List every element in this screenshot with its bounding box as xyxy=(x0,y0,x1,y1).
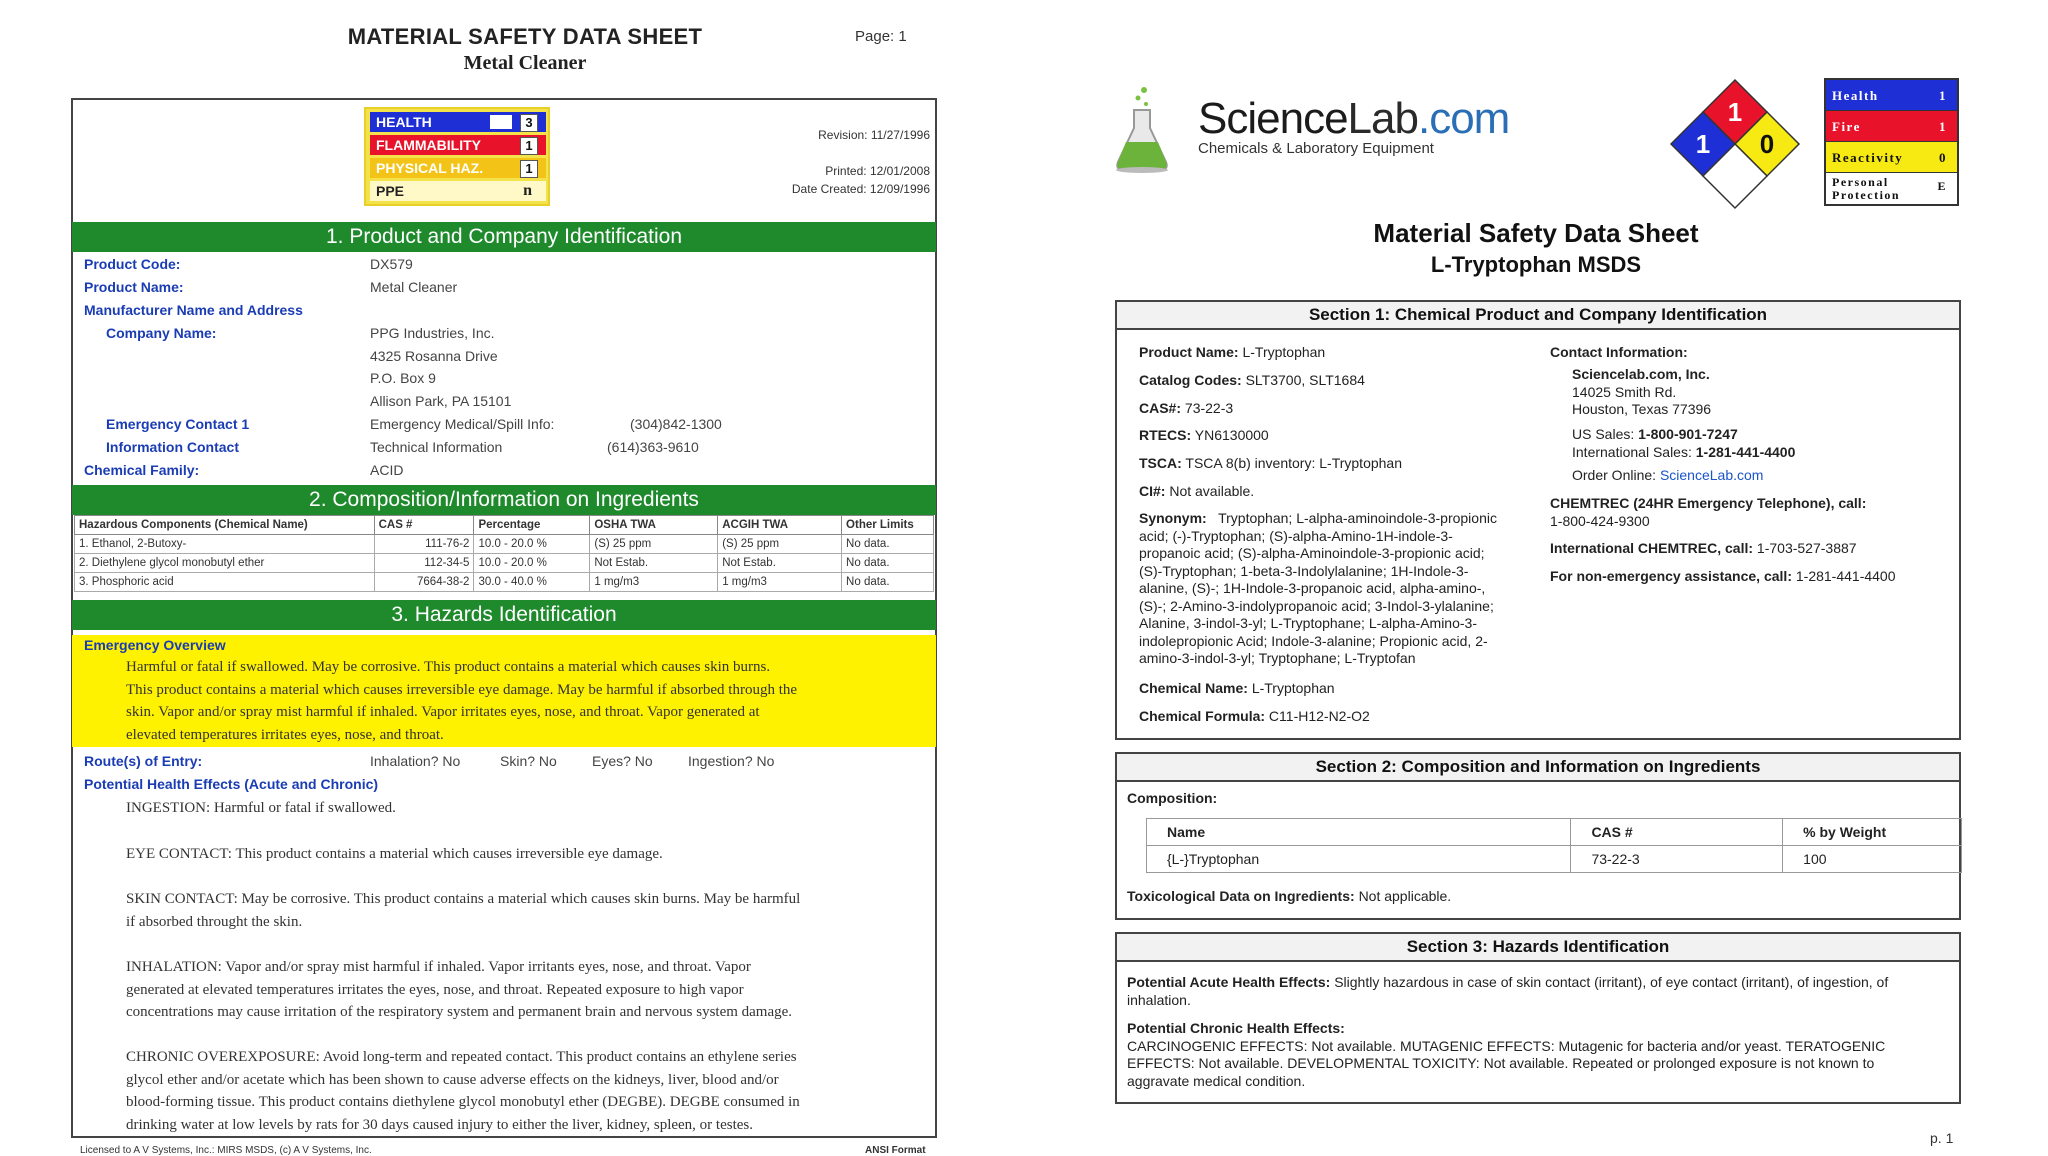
hazard-fire-label: Fire xyxy=(1832,119,1861,134)
footer-format: ANSI Format xyxy=(865,1145,926,1156)
table-cell: 100 xyxy=(1783,846,1962,873)
synonym-field xyxy=(1139,510,1529,668)
chemical-family-label: Chemical Family: xyxy=(84,462,200,478)
nfpa-health-value: 1 xyxy=(1695,129,1711,159)
field-label: Composition: xyxy=(1127,790,1218,806)
toxicological-field xyxy=(1127,888,1451,906)
right-section1 xyxy=(1115,300,1961,740)
address-line: P.O. Box 9 xyxy=(370,370,436,386)
field-label: Product Name: xyxy=(1139,344,1239,360)
text-line: (S)-; 2-Amino-3-indolypropanoic acid; 3-Indol-3-ylalanine; xyxy=(1139,597,1494,614)
address-line: 4325 Rosanna Drive xyxy=(370,348,498,364)
cas-field xyxy=(1139,400,1233,418)
table-cell: 7664-38-2 xyxy=(374,573,474,592)
section-heading: Section 2: Composition and Information on Ingredients xyxy=(1117,754,1959,782)
field-label: RTECS: xyxy=(1139,427,1192,443)
msds-subtitle: L-Tryptophan MSDS xyxy=(1430,252,1642,277)
intl-chemtrec-label: International CHEMTREC, call: xyxy=(1550,540,1754,556)
text-line: This product contains a material which causes irreversible eye damage. May be harmful if absorbed through the xyxy=(126,681,798,698)
composition-table xyxy=(1146,818,1962,873)
hmis-ppe-value: n xyxy=(523,182,532,199)
product-name: Metal Cleaner xyxy=(370,279,458,295)
table-cell: (S) 25 ppm xyxy=(718,535,842,554)
field-value: Not applicable. xyxy=(1358,888,1452,904)
chemical-formula-field xyxy=(1139,708,1370,726)
table-cell: 1 mg/m3 xyxy=(718,573,842,592)
field-value: C11-H12-N2-O2 xyxy=(1268,708,1370,724)
inhalation-text xyxy=(126,956,936,1024)
field-value: L-Tryptophan xyxy=(1242,344,1326,360)
hmis-flammability-value: 1 xyxy=(520,137,538,155)
emergency-overview-text xyxy=(126,656,934,746)
intl-sales-label: International Sales: xyxy=(1572,443,1692,460)
text-line: drinking water at low levels by rats for 30 days caused injury to either the liver, kidney, spleen, or testes. xyxy=(126,1116,754,1133)
information-desc: Technical Information xyxy=(370,439,503,455)
text-line: skin. Vapor and/or spray mist harmful if inhaled. Vapor irritates eyes, nose, and throat. Vapor generated at xyxy=(126,704,760,720)
hmis-health-label: HEALTH xyxy=(376,114,432,130)
product-code: DX579 xyxy=(370,256,413,272)
chemical-family: ACID xyxy=(370,462,404,478)
field-label: Chemical Name: xyxy=(1139,680,1248,696)
table-cell: Not Estab. xyxy=(590,554,718,573)
tsca-field xyxy=(1139,455,1402,473)
intl-sales-phone: 1-281-441-4400 xyxy=(1695,443,1796,460)
column-header: CAS # xyxy=(1571,819,1783,846)
field-label: TSCA: xyxy=(1139,455,1182,471)
emergency-desc: Emergency Medical/Spill Info: xyxy=(370,416,555,432)
text-line: glycol ether and/or acetate which has been shown to cause adverse effects on the kidneys, liver, blood and/or xyxy=(126,1071,779,1088)
table-cell: 30.0 - 40.0 % xyxy=(474,573,590,592)
column-header: Other Limits xyxy=(842,516,934,535)
text-line: amino-3-indol-3-yl; Tryptophane; L-Tryptofan xyxy=(1139,650,1416,666)
sciencelab-logo xyxy=(1198,94,1509,144)
address-line: Houston, Texas 77396 xyxy=(1572,401,1712,417)
table-header-row xyxy=(1147,819,1962,846)
section3-heading: 3. Hazards Identification xyxy=(72,600,936,630)
hmis-flammability-label: FLAMMABILITY xyxy=(376,137,481,153)
hazard-fire-row xyxy=(1826,111,1957,142)
logo-science: Science xyxy=(1198,94,1348,143)
hazard-reactivity-row xyxy=(1826,142,1957,173)
route-inhalation: Inhalation? No xyxy=(370,753,461,769)
nfpa-diamond-icon xyxy=(1668,78,1802,212)
table-cell: 2. Diethylene glycol monobutyl ether xyxy=(75,554,375,573)
text-line: CHRONIC OVEREXPOSURE: Avoid long-term and repeated contact. This product contains an ethylene series xyxy=(126,1049,797,1065)
field-label: Toxicological Data on Ingredients: xyxy=(1127,888,1355,904)
chronic-overexposure-text xyxy=(126,1046,936,1136)
emergency-phone: (304)842-1300 xyxy=(630,416,722,432)
text-line: CARCINOGENIC EFFECTS: Not available. MUTAGENIC EFFECTS: Mutagenic for bacteria and/or yeast. TERATOGENIC xyxy=(1127,1037,1886,1054)
section1-heading: 1. Product and Company Identification xyxy=(72,222,936,252)
field-label: Potential Chronic Health Effects: xyxy=(1127,1020,1345,1036)
text-line: elevated temperatures irritates eyes, nose, and throat. xyxy=(126,726,444,743)
text-line: concentrations may cause irritation of the respiratory system and permanent brain and nervous system damage. xyxy=(126,1004,793,1020)
table-cell: No data. xyxy=(842,554,934,573)
route-ingestion: Ingestion? No xyxy=(688,753,775,769)
hmis-physical-label: PHYSICAL HAZ. xyxy=(376,160,484,176)
address-line: 14025 Smith Rd. xyxy=(1572,383,1677,400)
text-line: (S)-Tryptophan; 1-beta-3-Indolylalanine; 1H-Indole-3- xyxy=(1139,562,1469,579)
text-line: INHALATION: Vapor and/or spray mist harmful if inhaled. Vapor irritants eyes, nose, and throat. Vapor xyxy=(126,959,751,975)
field-label: Synonym: xyxy=(1139,510,1207,526)
right-section3 xyxy=(1115,932,1961,1104)
page-number: Page: 1 xyxy=(855,28,907,45)
intl-chemtrec-phone: 1-703-527-3887 xyxy=(1756,540,1857,556)
hmis-white-swatch xyxy=(490,115,512,129)
field-label: Chemical Formula: xyxy=(1139,708,1266,724)
text-line: indolepropionic Acid; Indole-3-alanine; Propionic acid, 2- xyxy=(1139,632,1488,649)
document-subtitle: Metal Cleaner xyxy=(463,52,587,74)
ingestion-text: INGESTION: Harmful or fatal if swallowed. xyxy=(126,800,396,816)
field-label: CI#: xyxy=(1139,483,1166,499)
column-header: OSHA TWA xyxy=(590,516,718,535)
hmis-ppe-label: PPE xyxy=(376,183,405,199)
field-label: CAS#: xyxy=(1139,400,1182,416)
nfpa-fire-value: 1 xyxy=(1727,97,1743,127)
information-contact-label: Information Contact xyxy=(106,439,239,455)
text-line: aggravate medical condition. xyxy=(1127,1072,1306,1089)
text-line: if absorbed throught the skin. xyxy=(126,913,303,930)
composition-label xyxy=(1127,790,1217,808)
table-cell: Not Estab. xyxy=(718,554,842,573)
text-line: propanoic acid; (S)-alpha-Aminoindole-3-propionic acid; xyxy=(1139,545,1485,561)
us-sales-phone: 1-800-901-7247 xyxy=(1638,426,1738,442)
section-heading: Section 1: Chemical Product and Company Identification xyxy=(1117,302,1959,330)
column-header: Name xyxy=(1147,819,1571,846)
hmis-physical-value: 1 xyxy=(520,160,538,178)
table-cell: No data. xyxy=(842,535,934,554)
contact-information xyxy=(1550,344,1950,362)
table-cell: No data. xyxy=(842,573,934,592)
printed-date: Printed: 12/01/2008 xyxy=(825,164,930,178)
order-label: Order Online: xyxy=(1572,467,1657,483)
hazard-ppe-value: E xyxy=(1937,179,1947,193)
hmis-flammability-row xyxy=(370,135,546,155)
ingredients-table xyxy=(74,515,934,592)
emergency-contact-label: Emergency Contact 1 xyxy=(106,416,250,432)
section-heading: Section 3: Hazards Identification xyxy=(1117,934,1959,962)
column-header: Hazardous Components (Chemical Name) xyxy=(75,516,375,535)
table-cell: 10.0 - 20.0 % xyxy=(474,554,590,573)
text-line: Alanine, 3-indol-3-yl; L-Tryptophane; L-alpha-Amino-3- xyxy=(1139,615,1477,631)
text-line: Harmful or fatal if swallowed. May be corrosive. This product contains a material which causes skin burns. xyxy=(126,659,771,675)
product-name-label: Product Name: xyxy=(84,279,184,295)
field-label: Potential Acute Health Effects: xyxy=(1127,974,1331,990)
hmis-physical-row xyxy=(370,158,546,178)
contact-label: Contact Information: xyxy=(1550,344,1688,360)
page-number: p. 1 xyxy=(1930,1130,1954,1146)
table-cell: {L-}Tryptophan xyxy=(1147,846,1571,873)
text-line: inhalation. xyxy=(1127,991,1191,1008)
table-row xyxy=(1147,846,1962,873)
company-name-label: Company Name: xyxy=(106,325,217,341)
product-name-field xyxy=(1139,344,1325,362)
text-line: Slightly hazardous in case of skin contact (irritant), of eye contact (irritant), of ingestion, of xyxy=(1334,974,1889,990)
text-line: SKIN CONTACT: May be corrosive. This product contains a material which causes skin burns. May be harmful xyxy=(126,891,801,907)
health-effects-label: Potential Health Effects (Acute and Chronic) xyxy=(84,776,379,792)
footer-license: Licensed to A V Systems, Inc.: MIRS MSDS, (c) A V Systems, Inc. xyxy=(80,1145,372,1156)
table-cell: 10.0 - 20.0 % xyxy=(474,535,590,554)
column-header: ACGIH TWA xyxy=(718,516,842,535)
hazard-fire-value: 1 xyxy=(1939,119,1947,134)
field-label: Catalog Codes: xyxy=(1139,372,1242,388)
text-line: generated at elevated temperatures irritates the eyes, nose, and throat. Repeated exposure to high vapor xyxy=(126,981,744,998)
us-sales-label: US Sales: xyxy=(1572,426,1635,442)
hazard-reactivity-value: 0 xyxy=(1939,150,1947,165)
sales-contacts xyxy=(1572,426,1952,461)
acute-effects xyxy=(1127,974,1947,1009)
logo-com: .com xyxy=(1417,94,1510,143)
table-cell: 112-34-5 xyxy=(374,554,474,573)
column-header: % by Weight xyxy=(1783,819,1962,846)
rtecs-field xyxy=(1139,427,1269,445)
field-value: 73-22-3 xyxy=(1184,400,1234,416)
hmis-health-row xyxy=(370,112,546,132)
field-value: SLT3700, SLT1684 xyxy=(1245,372,1365,388)
text-line: alanine, (S)-; 1H-Indole-3-propanoic acid, alpha-amino-, xyxy=(1139,580,1486,596)
hazard-health-value: 1 xyxy=(1939,88,1947,103)
document-title: MATERIAL SAFETY DATA SHEET xyxy=(347,24,703,49)
hazard-health-row xyxy=(1826,80,1957,111)
ci-field xyxy=(1139,483,1254,501)
flask-logo-icon xyxy=(1112,82,1172,174)
skin-contact-text xyxy=(126,888,936,933)
chemtrec-label: CHEMTREC (24HR Emergency Telephone), call: xyxy=(1550,495,1867,511)
column-header: Percentage xyxy=(474,516,590,535)
eye-contact-text: EYE CONTACT: This product contains a material which causes irreversible eye damage. xyxy=(126,846,663,862)
logo-lab: Lab xyxy=(1347,94,1418,143)
non-emergency-phone: 1-281-441-4400 xyxy=(1795,568,1896,584)
section2-heading: 2. Composition/Information on Ingredients xyxy=(72,485,936,515)
hmis-rating-label xyxy=(364,107,550,206)
date-created: Date Created: 12/09/1996 xyxy=(791,182,930,196)
company-name: Sciencelab.com, Inc. xyxy=(1572,366,1710,382)
table-row xyxy=(75,535,934,554)
table-cell: 1 mg/m3 xyxy=(590,573,718,592)
address-line: Allison Park, PA 15101 xyxy=(370,393,512,409)
nfpa-reactivity-value: 0 xyxy=(1759,129,1775,159)
chemtrec-contact xyxy=(1550,495,1950,530)
route-eyes: Eyes? No xyxy=(592,753,653,769)
hazard-health-label: Health xyxy=(1832,88,1879,103)
chemtrec-phone: 1-800-424-9300 xyxy=(1550,512,1650,529)
company-address xyxy=(1572,366,1952,419)
field-value: L-Tryptophan xyxy=(1251,680,1335,696)
manufacturer-label: Manufacturer Name and Address xyxy=(84,302,303,318)
msds-title: Material Safety Data Sheet xyxy=(1373,218,1699,248)
product-code-label: Product Code: xyxy=(84,256,181,272)
table-header-row xyxy=(75,516,934,535)
text-line: blood-forming tissue. This product contains diethylene glycol monobutyl ether (DEGBE). DEGBE consumed in xyxy=(126,1094,800,1110)
table-cell: (S) 25 ppm xyxy=(590,535,718,554)
table-row xyxy=(75,573,934,592)
text-line: acid; (-)-Tryptophan; (S)-alpha-Amino-1H-indole-3- xyxy=(1139,527,1453,544)
hazard-ppe-label: Personal Protection xyxy=(1832,175,1901,202)
text-line: Tryptophan; L-alpha-aminoindole-3-propionic xyxy=(1218,510,1497,526)
order-online xyxy=(1572,467,1952,485)
table-cell: 3. Phosphoric acid xyxy=(75,573,375,592)
column-header: CAS # xyxy=(374,516,474,535)
table-cell: 1. Ethanol, 2-Butoxy- xyxy=(75,535,375,554)
hazard-reactivity-label: Reactivity xyxy=(1832,150,1904,165)
chemical-name-field xyxy=(1139,680,1335,698)
hazard-rating-table xyxy=(1824,78,1959,206)
chronic-effects xyxy=(1127,1020,1947,1090)
text-line: EFFECTS: Not available. DEVELOPMENTAL TOXICITY: Not available. Repeated or prolonged exposure is not known to xyxy=(1127,1055,1875,1071)
hmis-ppe-row xyxy=(370,181,546,201)
right-section2 xyxy=(1115,752,1961,920)
field-value: YN6130000 xyxy=(1194,427,1269,443)
logo-tagline: Chemicals & Laboratory Equipment xyxy=(1198,140,1434,157)
catalog-codes-field xyxy=(1139,372,1365,390)
field-value: Not available. xyxy=(1169,483,1255,499)
revision-date: Revision: 11/27/1996 xyxy=(818,128,930,142)
non-emergency-label: For non-emergency assistance, call: xyxy=(1550,568,1792,584)
table-cell: 111-76-2 xyxy=(374,535,474,554)
table-row xyxy=(75,554,934,573)
intl-chemtrec-contact xyxy=(1550,540,1950,558)
field-value: TSCA 8(b) inventory: L-Tryptophan xyxy=(1185,455,1402,471)
non-emergency-contact xyxy=(1550,568,1950,586)
hmis-health-value: 3 xyxy=(520,114,538,132)
sciencelab-link[interactable]: ScienceLab.com xyxy=(1659,467,1764,483)
information-phone: (614)363-9610 xyxy=(607,439,699,455)
routes-of-entry-label: Route(s) of Entry: xyxy=(84,753,203,769)
route-skin: Skin? No xyxy=(500,753,557,769)
address-line: PPG Industries, Inc. xyxy=(370,325,495,341)
table-cell: 73-22-3 xyxy=(1571,846,1783,873)
hazard-ppe-row xyxy=(1826,173,1957,204)
emergency-overview-label: Emergency Overview xyxy=(84,637,226,653)
